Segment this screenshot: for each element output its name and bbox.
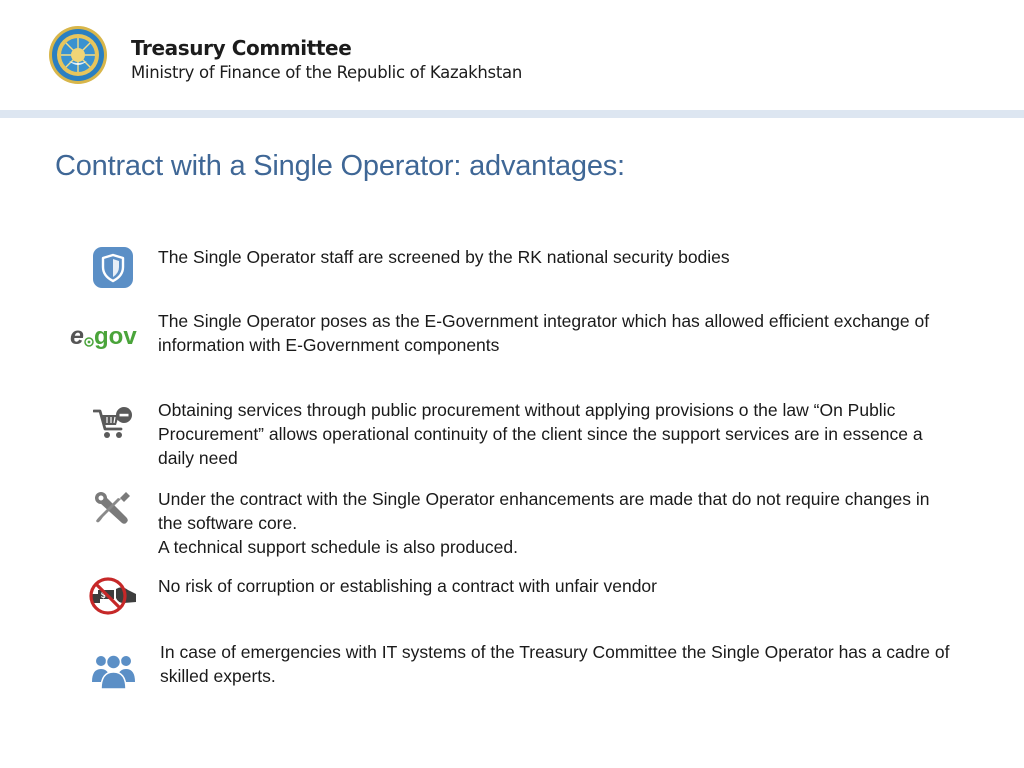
advantage-item-6: In case of emergencies with IT systems of the Treasury Committee the Single Operator has a cadre of skilled experts.: [160, 642, 950, 686]
no-bribery-icon: [88, 576, 138, 616]
shield-icon: [93, 247, 133, 288]
org-name: Treasury Committee: [131, 36, 352, 60]
advantage-item-2: The Single Operator poses as the E-Government integrator which has allowed efficient exchange of information with E-Government components: [158, 311, 930, 355]
advantage-item-1: The Single Operator staff are screened by the RK national security bodies: [158, 247, 730, 267]
header-divider: [0, 110, 1024, 118]
advantage-item-4: Under the contract with the Single Operator enhancements are made that do not require changes in the software core. A technical support schedule is also produced.: [158, 489, 930, 557]
advantage-item-3: Obtaining services through public procurement without applying provisions o the law “On Public Procurement” allows operational continuity of the client since the support services are in essence a daily need: [158, 400, 923, 468]
shopping-cart-icon: [93, 406, 133, 442]
egov-logo: [70, 321, 144, 351]
advantage-item-5: No risk of corruption or establishing a contract with unfair vendor: [158, 576, 657, 596]
org-subtitle: Ministry of Finance of the Republic of Kazakhstan: [131, 63, 522, 82]
people-icon: [91, 650, 136, 690]
kazakhstan-emblem-icon: [48, 25, 108, 85]
slide-header: [0, 0, 1024, 110]
svg-text:$: $: [101, 591, 106, 600]
svg-text:gov: gov: [94, 323, 137, 350]
tools-icon: [93, 489, 133, 526]
svg-text:e: e: [70, 322, 84, 350]
slide-title: Contract with a Single Operator: advantages:: [55, 150, 625, 182]
